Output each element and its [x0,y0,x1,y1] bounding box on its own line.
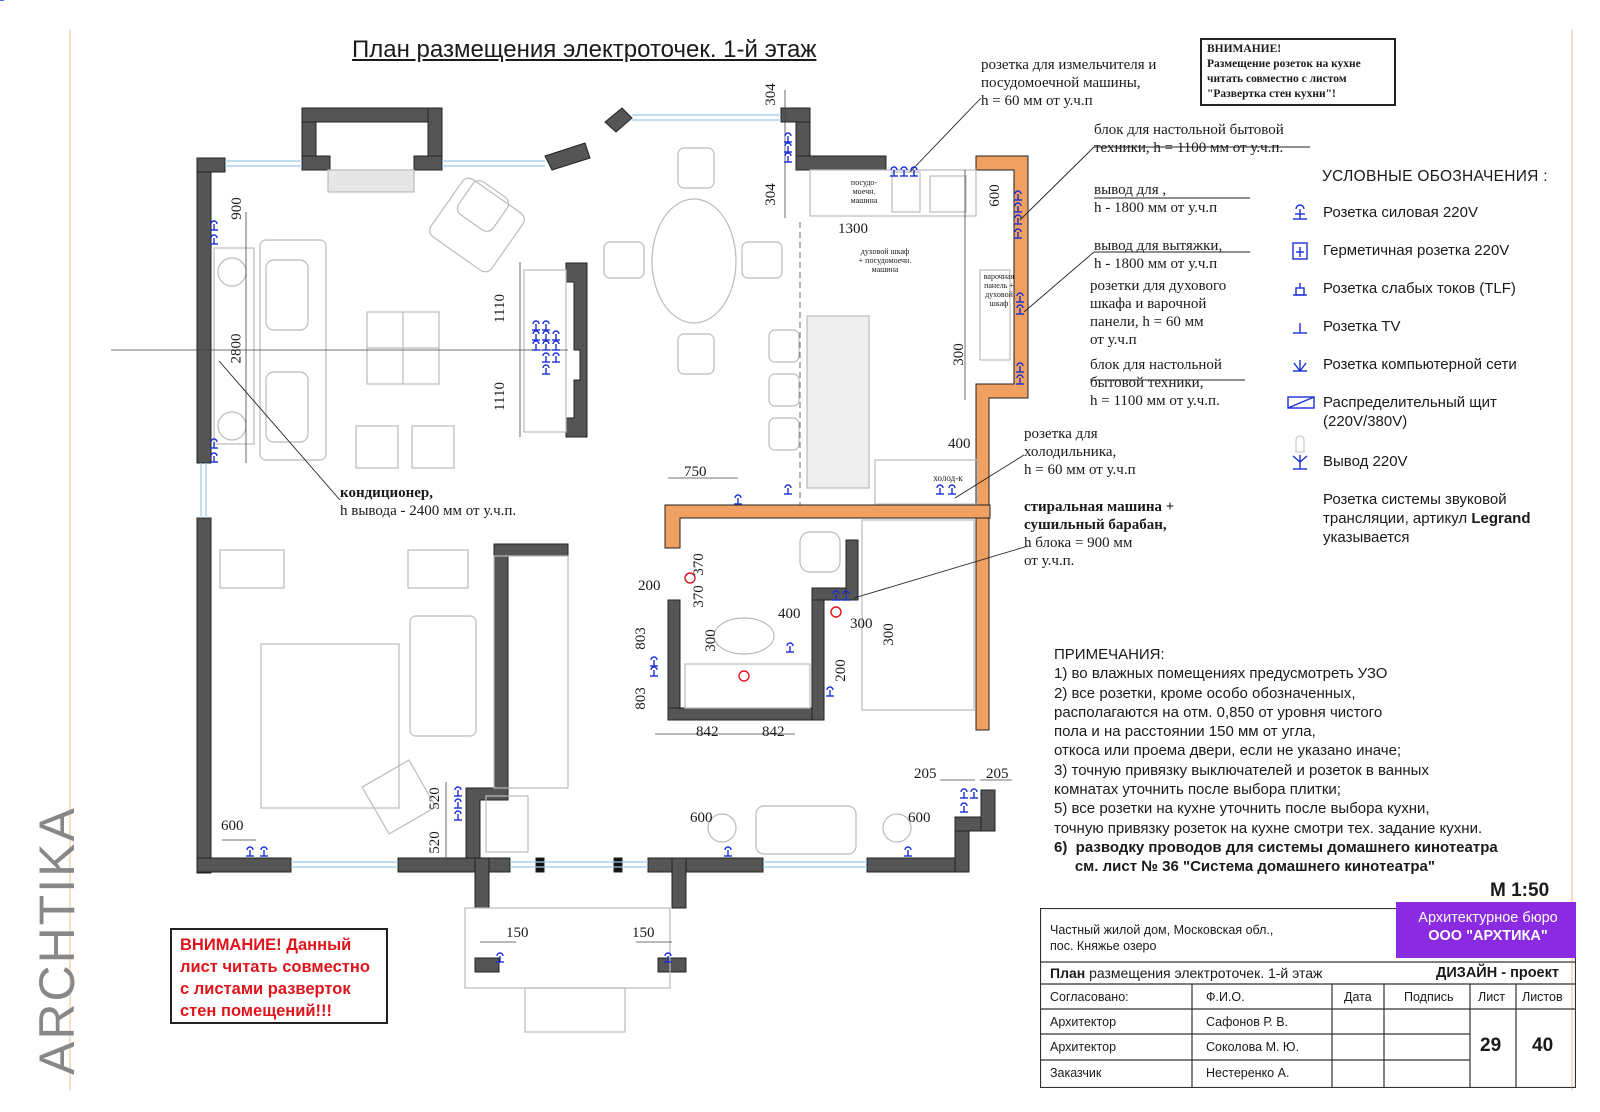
label-line: посудо- [850,178,878,187]
socket-icon [784,485,792,494]
legend-item [1285,279,1585,299]
note-line: 3) точную привязку выключателей и розеток в ванных [1054,761,1429,779]
dim-1300: 1300 [838,221,868,237]
distribution-board-icon [1285,393,1315,413]
sheet-total: 40 [1532,1035,1554,1056]
power-socket-icon [1285,203,1315,223]
legend-label: Распределительный щит (220V/380V) [1323,394,1497,430]
dim-600b: 600 [690,810,713,826]
socket-icon [734,495,742,504]
ann-line: бытовой техники, [1090,375,1204,391]
note-line: откоса или проема двери, если не указано иначе; [1054,742,1402,760]
annotation-block2 [1090,356,1222,410]
socket-icon [948,485,956,494]
socket-icon [786,643,794,652]
bureau-line-1: Архитектурное бюро [1418,910,1558,926]
header-agreed: Согласовано: [1050,990,1129,1004]
ann-line: h - 1800 мм от у.ч.п [1094,256,1218,272]
legend-item [1285,241,1585,261]
dim-205a: 205 [914,766,937,782]
socket-icon [826,687,834,696]
socket-icon [552,331,560,340]
socket-icon [542,331,550,340]
legend-item [1285,393,1585,431]
ann-line: сушильный барабан, [1024,517,1167,533]
row-1-role: Архитектор [1050,1015,1117,1029]
notes [1054,645,1574,877]
ann-line: h = 1100 мм от у.ч.п. [1090,393,1220,409]
sheet-title-bold: План [1050,965,1086,981]
warning-line: стен помещений!!! [180,1002,333,1020]
attention-line-4: "Развертка стен кухни"! [1207,88,1336,100]
row-3-role: Заказчик [1050,1066,1102,1080]
header-sheets: Листов [1522,990,1563,1004]
socket-icon [532,321,540,330]
warning-line: с листами разверток [180,980,351,998]
label-line: + посудомоечн. [858,256,912,265]
socket-icon [960,803,968,812]
notes-heading: ПРИМЕЧАНИЯ: [1054,646,1165,663]
ann-line: панели, h = 60 мм [1090,314,1204,330]
socket-icon [542,341,550,350]
legend-item [1285,203,1585,223]
label-line: духовой шкаф [860,247,910,256]
socket-icon [260,847,268,856]
note-line: пола и на расстоянии 150 мм от угла, [1054,723,1316,741]
row-2-name: Соколова М. Ю. [1206,1040,1300,1054]
scale-label: М 1:50 [1490,880,1550,901]
legend-label: Розетка силовая 220V [1323,204,1478,221]
dim-205b: 205 [986,766,1009,782]
dim-300k: 300 [950,343,967,366]
ann-line: от у.ч.п. [1024,553,1075,569]
socket-icon [532,341,540,350]
ann-line: от у.ч.п [1090,332,1137,348]
note-line-bold: см. лист № 36 "Система домашнего кинотеатра" [1054,858,1435,876]
socket-icon [552,353,560,362]
label-line: шкаф [989,299,1009,308]
annotation-washer [1024,498,1174,570]
warning-line: лист читать совместно [180,958,370,976]
furniture [214,148,1010,1032]
dim-370a: 370 [690,553,707,576]
tv-socket-icon [1285,317,1315,337]
socket-icon [246,847,254,856]
ann-line: h вывода - 2400 мм от у.ч.п. [340,503,517,519]
project-line-1: Частный жилой дом, Московская обл., [1050,923,1274,937]
note-line: располагаются на отм. 0,850 от уровня чистого [1054,703,1383,721]
label-line: моечн. [852,187,876,196]
attention-line-2: Размещение розеток на кухне [1207,58,1361,70]
header-name: Ф.И.О. [1206,990,1245,1004]
socket-icon [454,799,462,808]
socket-icon [542,365,550,374]
socket-icon [960,789,968,798]
row-2-role: Архитектор [1050,1040,1117,1054]
label-line: варочная [983,272,1015,281]
legend-item [1285,452,1585,472]
dim-600c: 600 [908,810,931,826]
socket-icon [542,321,550,330]
stage-label: ДИЗАЙН - проект [1436,965,1559,981]
label-line: духовой [985,290,1013,299]
label-hob [980,272,1018,308]
ann-line: посудомоечной машины, [981,75,1141,91]
title-stamp [1040,908,1576,1088]
ann-line: розетка для [1024,426,1098,442]
attention-line-3: читать совместно с листом [1207,73,1347,85]
legend-label: Вывод 220V [1323,453,1408,470]
ann-line: вывод для , [1094,182,1167,198]
network-socket-icon [1285,355,1315,375]
speaker-socket-icon [1285,490,1315,510]
legend-label: Розетка компьютерной сети [1323,356,1517,373]
ann-line: блок для настольной бытовой [1094,122,1284,138]
label-line: панель + [984,281,1014,290]
ann-line: h = 60 мм от у.ч.п [981,93,1093,109]
note-line: 2) все розетки, кроме особо обозначенных, [1054,684,1356,702]
legend-item [1285,317,1585,337]
dim-803b: 803 [632,687,649,710]
note-line: комнатах уточнить после выбора плитки; [1054,781,1341,799]
socket-icon [650,657,658,666]
legend-label: Розетка системы звуковой трансляции, артикул Legrand указывается [1323,491,1531,546]
ann-line: кондиционер, [340,485,433,501]
warning-box [170,928,388,1024]
socket-icon [532,331,540,340]
notes-lines [1054,664,1574,876]
dim-300a: 300 [702,629,719,652]
dim-842a: 842 [696,724,719,740]
dim-600a: 600 [221,818,244,834]
dim-2800: 2800 [228,333,245,364]
annotation-outlet [1094,181,1217,217]
label-line: машина [871,265,899,274]
annotation-oven [1090,277,1226,349]
dim-200b: 200 [832,659,849,682]
dim-1110b: 1110 [491,382,508,411]
socket-icon [454,787,462,796]
dim-520b: 520 [426,831,443,854]
dim-300b: 300 [850,616,873,632]
socket-icon [904,847,912,856]
dim-400: 400 [948,436,971,452]
socket-icon [650,667,658,676]
ann-line: холодильника, [1024,444,1117,460]
legend-heading: УСЛОВНЫЕ ОБОЗНАЧЕНИЯ : [1322,168,1548,185]
annotation-fridge [1024,425,1136,479]
dim-520a: 520 [426,787,443,810]
ann-line: розетки для духового [1090,278,1227,294]
annotation-hood [1094,237,1222,273]
ann-line: h блока = 900 мм [1024,535,1133,551]
attention-line-1: ВНИМАНИЕ! [1207,43,1282,55]
dim-803a: 803 [632,627,649,650]
note-line: точную привязку розеток на кухне смотри тех. задание кухни. [1054,819,1483,837]
note-line-bold: 6) разводку проводов для системы домашнего кинотеатра [1054,838,1498,856]
dim-1110a: 1110 [491,294,508,323]
bureau-line-2: ООО "АРХТИКА" [1428,928,1548,944]
label-line: машина [850,196,878,205]
label-oven-cabinet [850,247,920,274]
dim-750: 750 [684,464,707,480]
ann-line: блок для настольной [1090,357,1222,373]
socket-icon [552,341,560,350]
legend-label: Герметичная розетка 220V [1323,242,1510,259]
ann-line: стиральная машина + [1024,499,1175,515]
ceiling-light-icon [831,607,841,617]
dim-900: 900 [228,197,245,220]
row-1-name: Сафонов Р. В. [1206,1015,1289,1029]
sheet-title-rest: размещения электроточек. 1-й этаж [1085,965,1323,981]
warning-line: ВНИМАНИЕ! Данный [180,936,352,954]
dim-150a: 150 [506,925,529,941]
annotation-block1 [1094,121,1284,157]
socket-icon [936,485,944,494]
label-fridge: холод-к [933,473,963,483]
dim-200a: 200 [638,578,661,594]
sheet-number: 29 [1480,1035,1502,1056]
dim-150b: 150 [632,925,655,941]
dim-300c: 300 [880,623,897,646]
ann-line: шкафа и варочной [1090,296,1207,312]
walls [197,108,995,972]
legend-label: Розетка слабых токов (TLF) [1323,280,1516,297]
dim-842b: 842 [762,724,785,740]
dim-600k: 600 [986,184,1003,207]
legend-item [1285,355,1585,375]
kitchen-attention-box [1200,38,1396,106]
archtika-logo: ARCHTIKA [29,806,85,1075]
page-title: План размещения электроточек. 1-й этаж [352,36,817,63]
ann-line: h - 1800 мм от у.ч.п [1094,200,1218,216]
legend-label: Розетка TV [1323,318,1401,335]
socket-icon [542,353,550,362]
note-line: 1) во влажных помещениях предусмотреть УЗО [1054,665,1388,683]
annotation-ac [340,484,516,520]
header-signature: Подпись [1404,990,1454,1004]
project-line-2: пос. Княжье озеро [1050,939,1157,953]
ann-line: розетка для измельчителя и [981,57,1157,73]
dim-370b: 370 [690,585,707,608]
ceiling-outlet-icon [1285,434,1315,454]
sealed-socket-icon [1285,241,1315,261]
ann-line: техники, h = 1100 мм от у.ч.п. [1094,140,1284,156]
note-line: 5) все розетки на кухне уточнить после выбора кухни, [1054,800,1430,818]
ann-line: вывод для вытяжки, [1094,238,1223,254]
annotation-grinder [981,56,1156,110]
header-date: Дата [1344,990,1372,1004]
header-sheet: Лист [1478,990,1506,1004]
dim-400b: 400 [778,606,801,622]
legend-item [1285,434,1585,454]
ann-line: h = 60 мм от у.ч.п [1024,462,1136,478]
sheet-title [1050,965,1322,981]
dim-304a: 304 [762,83,779,106]
legend-label-bold: Legrand [1471,510,1531,527]
row-3-name: Нестеренко А. [1206,1066,1290,1080]
legend-item [1285,490,1585,547]
ceiling-light-icon [739,671,749,681]
outlet-220-icon [1285,452,1315,472]
socket-icon [970,789,978,798]
low-current-socket-icon [1285,279,1315,299]
label-dishwasher [840,178,888,205]
dim-304b: 304 [762,183,779,206]
socket-icon [454,811,462,820]
socket-icon [724,847,732,856]
